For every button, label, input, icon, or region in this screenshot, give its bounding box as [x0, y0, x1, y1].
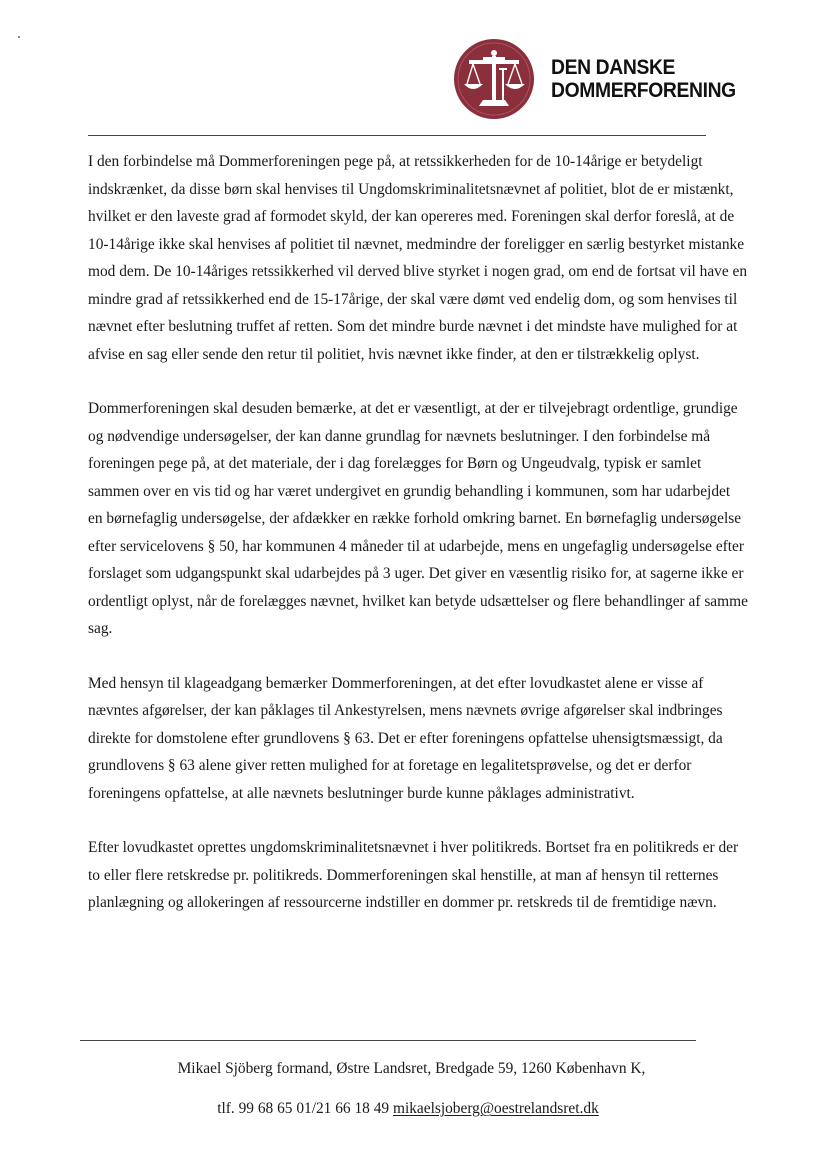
- footer-divider: [80, 1040, 696, 1041]
- organization-name-line1: DEN DANSKE: [551, 56, 676, 79]
- paragraph-appeal-access: Med hensyn til klageadgang bemærker Dommerforeningen, at det efter lovudkastet alene er visse af nævntes afgørelser, der kan påklages til Ankestyrelsen, mens nævnets øvrige afgørelser skal indbringes direkte for domstolene efter grundlovens § 63. Det er efter foreningens opfattelse uhensigtsmæssigt, da grundlovens § 63 alene giver retten mulighed for at foretage en legalitetsprøvelse, og det er derfor foreningens opfattelse, at alle nævnets beslutninger burde kunne påklages administrativt.: [88, 674, 723, 802]
- paragraph-investigations: Dommerforeningen skal desuden bemærke, at det er væsentligt, at der er tilvejebragt ordentlige, grundige og nødvendige undersøgelser, der kan danne grundlag for nævnets beslutninger. I den forbindelse må foreningen pege på, at det materiale, der i dag forelægges for Børn og Ungeudvalg, typisk er samlet sammen over en vis tid og har været undergivet en grundig behandling i kommunen, som har udarbejdet en børnefaglig undersøgelse, der afdækker en række forhold omkring barnet. En børnefaglig undersøgelse efter servicelovens § 50, har kommunen 4 måneder til at udarbejde, mens en ungefaglig undersøgelse efter forslaget som udgangspunkt skal udarbejdes på 3 uger. Det giver en væsentlig risiko for, at sagerne ikke er ordentligt oplyst, når de forelægges nævnet, hvilket kan betyde udsættelser og flere behandlinger af samme sag.: [88, 400, 748, 637]
- paragraph-court-districts: Efter lovudkastet oprettes ungdomskriminalitetsnævnet i hver politikreds. Bortset fra en politikreds er der to eller flere retskredse pr. politikreds. Dommerforeningen skal henstille, at man af hensyn til retternes planlægning og allokeringen af ressourcerne indstiller en dommer pr. retskreds til de fremtidige nævn.: [88, 839, 739, 911]
- letter-footer: [0, 1058, 828, 1120]
- footer-phone: tlf. 99 68 65 01/21 66 18 49: [217, 1100, 390, 1117]
- paragraph-police-referral: I den forbindelse må Dommerforeningen pege på, at retssikkerheden for de 10-14årige er betydeligt indskrænket, da disse børn skal henvises til Ungdomskriminalitetsnævnet af politiet, blot de er mistænkt, hvilket er den laveste grad af formodet skyld, der kan opereres med. Foreningen skal derfor foreslå, at de 10-14årige ikke skal henvises af politiet til nævnet, medmindre der foreligger en særlig bestyrket mistanke mod dem. De 10-14åriges retssikkerhed vil derved blive styrket i nogen grad, om end de fortsat vil have en mindre grad af retssikkerhed end de 15-17årige, der skal være dømt ved endelig dom, og som henvises til nævnet efter beslutning truffet af retten. Som det mindre burde nævnet i det mindste have mulighed for at afvise en sag eller sende den retur til politiet, hvis nævnet ikke finder, at den er tilstrækkelig oplyst.: [88, 153, 748, 363]
- footer-contact: [0, 1098, 828, 1120]
- footer-address: Mikael Sjöberg formand, Østre Landsret, Bredgade 59, 1260 København K,: [177, 1060, 646, 1077]
- footer-email-link[interactable]: mikaelsjoberg@oestrelandsret.dk: [392, 1100, 599, 1117]
- letterhead-logo: [453, 38, 752, 120]
- header-divider: [88, 135, 706, 136]
- scales-of-justice-seal-icon: [453, 38, 535, 120]
- letter-body: [88, 148, 748, 917]
- scan-speck: [18, 36, 20, 38]
- organization-name-line2: DOMMERFORENING: [551, 79, 736, 102]
- organization-name: [551, 56, 736, 102]
